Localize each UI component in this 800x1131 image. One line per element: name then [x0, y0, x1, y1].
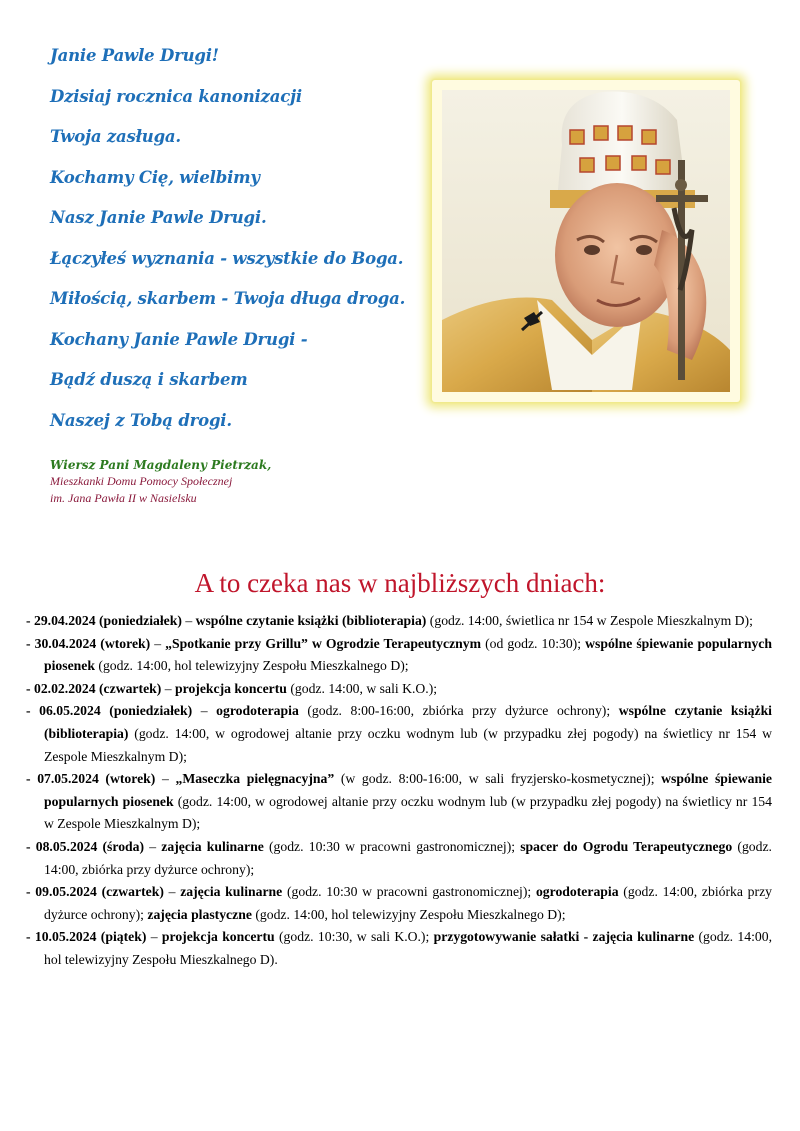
event-bold-text: zajęcia kulinarne: [180, 884, 283, 900]
poem-credit: [50, 457, 350, 507]
event-bold-text: wspólne śpiewanie popularnych piosenek: [44, 771, 773, 809]
event-bold-text: przygotowywanie sałatki - zajęcia kulinarne: [433, 929, 695, 945]
event-bold-text: zajęcia kulinarne: [161, 838, 264, 854]
event-text: –: [181, 613, 196, 628]
event-text: (godz. 14:00, zbiórka przy dyżurce ochrony);: [44, 884, 772, 922]
event-text: –: [144, 838, 162, 854]
portrait-photo-icon: [442, 90, 730, 392]
event-item: [26, 926, 772, 971]
event-text: (godz. 14:00, w sali K.O.);: [286, 680, 438, 696]
poem-line: Janie Pawle Drugi!: [50, 46, 219, 65]
portrait-photo: [432, 80, 740, 402]
event-text: (godz. 14:00, zbiórka przy dyżurce ochrony);: [44, 838, 772, 877]
event-bold-text: ogrodoterapia: [535, 884, 619, 900]
poem-line: Dzisiaj rocznica kanonizacji: [50, 86, 302, 106]
events-list: [26, 610, 772, 972]
event-text: (godz. 14:00, w ogrodowej altanie przy oczku wodnym lub (w przypadku złej pogody) na świetlicy nr 154 w Zespole Mieszkalnym D);: [44, 793, 772, 832]
event-item: [26, 610, 772, 633]
poem-line: Naszej z Tobą drogi.: [50, 410, 232, 430]
event-text: –: [161, 680, 175, 696]
event-bold-text: zajęcia plastyczne: [147, 906, 252, 922]
poem-line: Nasz Janie Pawle Drugi.: [50, 208, 267, 227]
poem-line: Miłością, skarbem - Twoja długa droga.: [50, 289, 406, 308]
event-text: (od godz. 10:30);: [481, 635, 586, 651]
event-item: [26, 633, 772, 678]
event-text: –: [155, 771, 176, 787]
event-bold-text: - 08.05.2024 (środa): [26, 838, 145, 854]
event-item: [26, 768, 772, 836]
event-bold-text: - 02.02.2024 (czwartek): [26, 680, 162, 696]
event-bold-text: - 07.05.2024 (wtorek): [26, 771, 156, 787]
event-text: (godz. 10:30 w pracowni gastronomicznej);: [263, 838, 521, 854]
event-text: (godz. 14:00, hol telewizyjny Zespołu Mieszkalnego D);: [94, 658, 409, 674]
event-text: –: [150, 635, 166, 651]
event-text: (godz. 14:00, hol telewizyjny Zespołu Mieszkalnego D);: [251, 906, 566, 922]
event-bold-text: - 10.05.2024 (piątek): [26, 929, 147, 945]
event-item: [26, 700, 772, 768]
event-bold-text: ogrodoterapia: [216, 703, 299, 719]
event-bold-text: „Maseczka pielęgnacyjna”: [175, 771, 335, 787]
poem-line: Bądź duszą i skarbem: [50, 370, 248, 389]
poem-line: Kochamy Cię, wielbimy: [50, 167, 260, 187]
event-bold-text: spacer do Ogrodu Terapeutycznego: [520, 838, 733, 854]
poem-line: Twoja zasługa.: [50, 127, 181, 146]
event-text: –: [146, 929, 162, 945]
event-bold-text: - 09.05.2024 (czwartek): [26, 884, 164, 900]
poem: [50, 36, 430, 441]
event-bold-text: wspólne czytanie książki (biblioterapia): [195, 613, 427, 628]
event-text: (w godz. 8:00-16:00, w sali fryzjersko-kosmetycznej);: [334, 771, 662, 787]
event-text: (godz. 10:30, w sali K.O.);: [274, 929, 434, 945]
poem-line: Kochany Janie Pawle Drugi -: [50, 329, 308, 349]
event-bold-text: projekcja koncertu: [175, 680, 287, 696]
event-text: (godz. 10:30 w pracowni gastronomicznej);: [282, 884, 536, 900]
event-item: [26, 881, 772, 926]
event-bold-text: - 29.04.2024 (poniedziałek): [26, 613, 182, 628]
credit-affiliation: Mieszkanki Domu Pomocy Społecznej: [50, 474, 233, 488]
event-text: –: [192, 703, 217, 719]
event-bold-text: - 30.04.2024 (wtorek): [26, 635, 151, 651]
event-bold-text: projekcja koncertu: [161, 929, 275, 945]
event-text: (godz. 14:00, hol telewizyjny Zespołu Mieszkalnego D).: [44, 929, 772, 967]
credit-institution: im. Jana Pawła II w Nasielsku: [50, 491, 197, 505]
event-bold-text: wspólne śpiewanie popularnych piosenek: [44, 635, 772, 674]
event-text: (godz. 8:00-16:00, zbiórka przy dyżurce ochrony);: [298, 703, 619, 719]
event-bold-text: wspólne czytanie książki (biblioterapia): [44, 703, 772, 741]
credit-author: Wiersz Pani Magdaleny Pietrzak,: [50, 458, 272, 472]
event-item: [26, 678, 772, 701]
event-bold-text: „Spotkanie przy Grillu” w Ogrodzie Terapeutycznym: [165, 635, 482, 651]
poem-line: Łączyłeś wyznania - wszystkie do Boga.: [50, 248, 404, 268]
event-text: –: [163, 884, 181, 900]
event-bold-text: - 06.05.2024 (poniedziałek): [26, 703, 193, 719]
events-title: A to czeka nas w najbliższych dniach:: [194, 568, 606, 598]
event-text: (godz. 14:00, świetlica nr 154 w Zespole Mieszkalnym D);: [426, 613, 753, 628]
event-item: [26, 836, 772, 881]
event-text: (godz. 14:00, w ogrodowej altanie przy oczku wodnym lub (w przypadku złej pogody) na świetlicy nr 154 w Zespole Mieszkalnym D);: [44, 725, 772, 764]
